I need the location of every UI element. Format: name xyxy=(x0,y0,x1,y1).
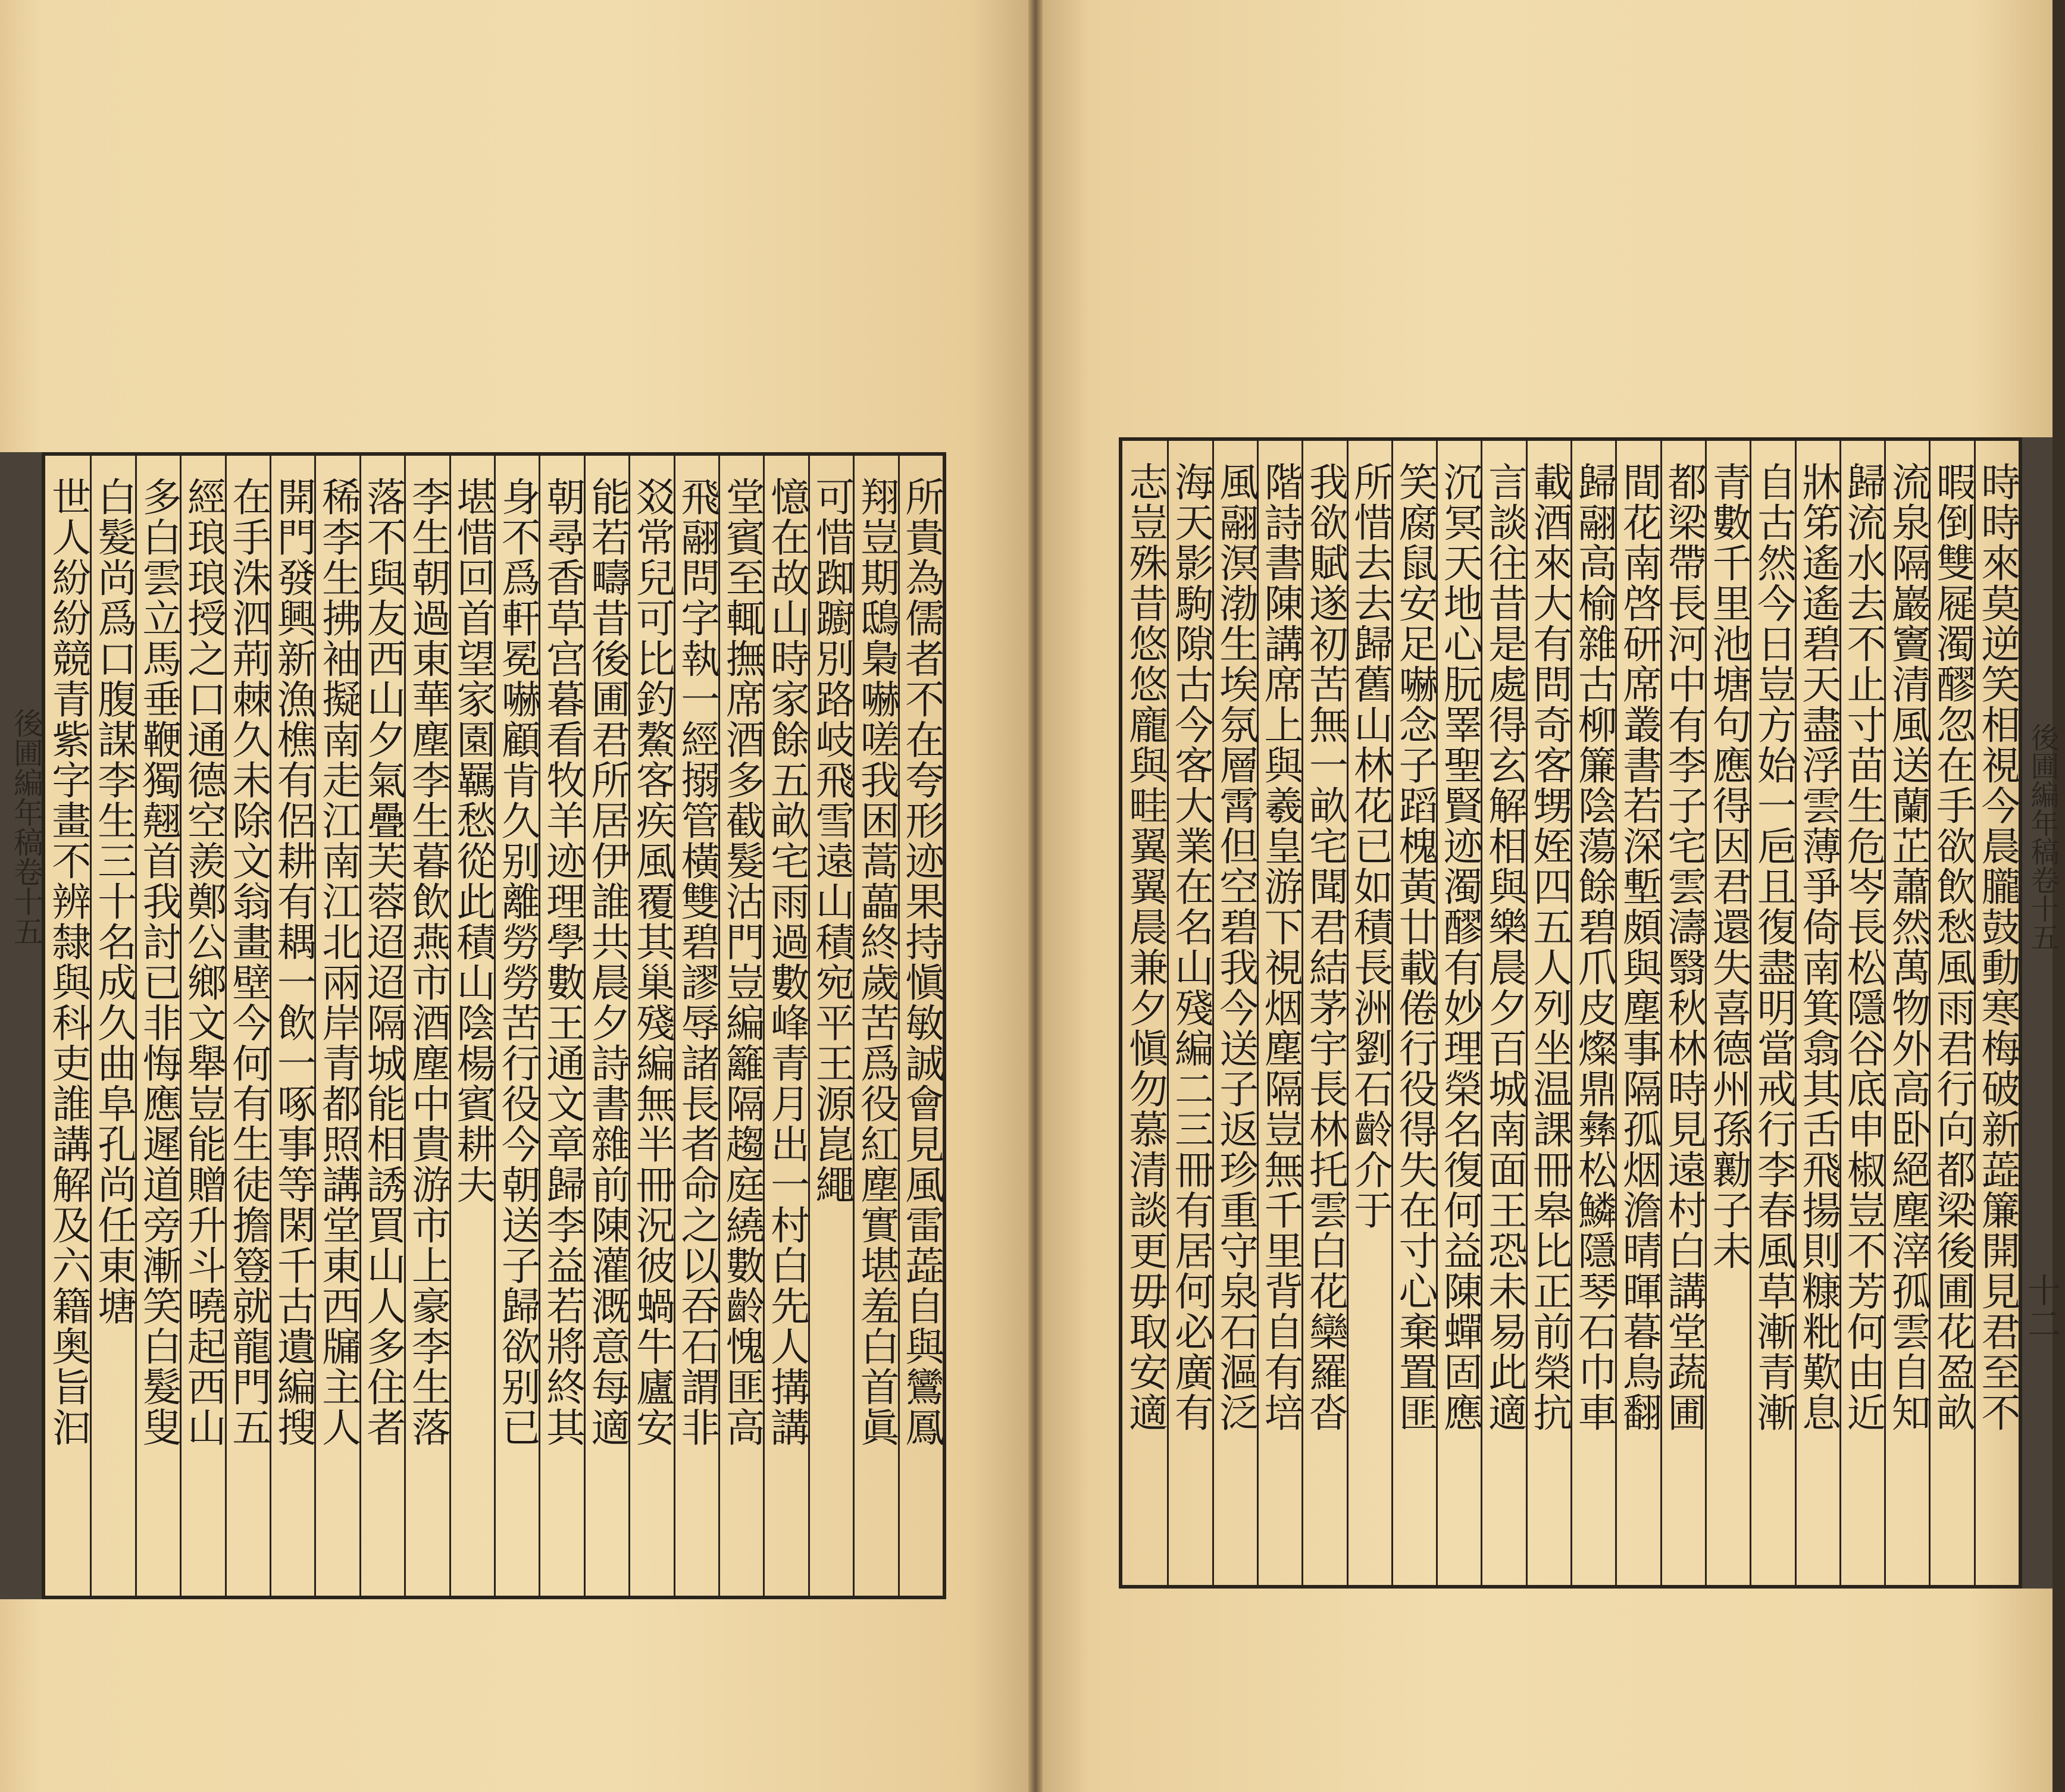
column-text: 間花南啓研席叢書若深塹頗與塵事隔孤烟澹晴暉暮鳥翻 xyxy=(1616,462,1662,1433)
column-text: 落不與友西山夕氣疊芙蓉迢迢隔城能相誘買山人多住者 xyxy=(359,477,406,1448)
left_page-column-18 xyxy=(135,456,180,1596)
column-text: 流泉隔巖竇清風送蘭芷蕭然萬物外高卧絕塵滓孤雲自知 xyxy=(1885,462,1931,1433)
right_page-column-3 xyxy=(1884,441,1929,1585)
left_page-column-12 xyxy=(404,456,449,1596)
left_page-column-5 xyxy=(718,456,763,1596)
column-text: 憶在故山時家餘五畝宅雨過數峰青月出一村白先人搆講 xyxy=(764,477,810,1448)
column-text: 飛翮問字執一經搦管橫雙碧謬辱諸長者命之以吞石謂非 xyxy=(674,477,720,1448)
left_page-column-20 xyxy=(45,456,90,1596)
column-text: 李生朝過東華塵李生暮飲燕市酒塵中貴游市上豪李生落 xyxy=(405,477,451,1448)
left_page-column-7 xyxy=(628,456,673,1596)
column-text: 自古然今日豈方始一巵且復盡明當戒行李春風草漸青漸 xyxy=(1750,462,1797,1433)
column-text: 志豈殊昔悠悠龐與畦翼翼晨兼夕愼勿慕清談更毋取安適 xyxy=(1122,462,1168,1433)
left_page-column-10 xyxy=(494,456,539,1596)
column-text: 風翮溟渤生埃氛層霄但空碧我今送子返珍重守泉石漚泛 xyxy=(1212,462,1259,1433)
left-margin-title: 後圃編年稿卷十五 xyxy=(9,708,43,946)
right-text-frame xyxy=(1119,437,2022,1589)
right_page-column-14 xyxy=(1391,441,1436,1585)
left_page-column-16 xyxy=(225,456,270,1596)
column-text: 所惜去去歸舊山林花已如積長洲劉石齡介于 xyxy=(1347,462,1393,1230)
left_page-column-19 xyxy=(90,456,137,1596)
right_page-column-8 xyxy=(1660,441,1705,1585)
page-number: 十二 xyxy=(2022,1273,2061,1340)
column-text: 翔豈期鴟梟嚇嗟我困蒿藟終歲苦爲役紅塵實堪羞白首眞 xyxy=(853,477,900,1448)
right_page-column-17 xyxy=(1257,441,1304,1585)
right_page-column-18 xyxy=(1212,441,1257,1585)
column-text: 多白雲立馬垂鞭獨翹首我討已非悔應遲道旁漸笑白髮叟 xyxy=(135,477,182,1448)
column-text: 朝尋香草宫暮看牧羊迹理學數王通文章歸李益若將終其 xyxy=(539,477,586,1448)
column-text: 世人紛紛競青紫字畫不辨隸與科吏誰講解及六籍奥旨汩 xyxy=(45,477,91,1448)
right_page-column-7 xyxy=(1705,441,1750,1585)
column-text: 能若疇昔後圃君所居伊誰共晨夕詩書雜前陳灌溉意每適 xyxy=(584,477,630,1448)
left_page-column-15 xyxy=(270,456,317,1596)
column-text: 經琅琅授之口通德空羨鄭公鄉文舉豈能贈升斗曉起西山 xyxy=(180,477,227,1448)
left_page-column-1 xyxy=(898,456,943,1596)
right_page-column-12 xyxy=(1481,441,1528,1585)
column-text: 開門發興新漁樵有侶耕有耦一飲一啄事等閑千古遺編搜 xyxy=(270,477,317,1448)
left_page-column-4 xyxy=(763,456,808,1596)
right-page-edge-block xyxy=(2022,437,2053,1589)
right_page-column-4 xyxy=(1839,441,1884,1585)
column-text: 歸流水去不止寸苗生危岑長松隱谷底申椒豈不芳何由近 xyxy=(1839,462,1886,1433)
right_page-column-2 xyxy=(1929,441,1976,1585)
column-text: 都梁帶長河中有李子宅雲濤翳秋林時見遠村白講堂蔬圃 xyxy=(1660,462,1707,1433)
column-text: 沉冥天地心朊睪聖賢迹濁醪有妙理榮名復何益陳蟬固應 xyxy=(1437,462,1483,1433)
right_page-column-1 xyxy=(1974,441,2019,1585)
right_page-column-5 xyxy=(1795,441,1839,1585)
column-text: 在手洙泗荊棘久未除文翁畫壁今何有生徒擔簦就龍門五 xyxy=(225,477,271,1448)
left-page-edge-block xyxy=(0,452,42,1599)
right_page-column-6 xyxy=(1750,441,1797,1585)
left_page-column-13 xyxy=(359,456,404,1596)
column-text: 階詩書陳講席上與羲皇游下視烟塵隔豈無千里背自有培 xyxy=(1257,462,1304,1433)
right_page-column-13 xyxy=(1436,441,1481,1585)
column-text: 言談往昔是處得玄解相與樂晨夕百城南面王恐未易此適 xyxy=(1481,462,1528,1433)
column-text: 暇倒雙屣濁醪忽在手欲飲愁風雨君行向都梁後圃花盈畝 xyxy=(1929,462,1976,1433)
column-text: 海天影駒隙古今客大業在名山殘編二三冊有居何必廣有 xyxy=(1168,462,1214,1433)
left_page-column-8 xyxy=(584,456,628,1596)
right_page-column-15 xyxy=(1347,441,1391,1585)
column-text: 白髮尚爲口腹謀李生三十名成久曲阜孔尚任東塘 xyxy=(90,477,137,1326)
column-text: 牀笫遙遙碧天盡浮雲薄爭倚南箕翕其舌飛揚則糠粃歎息 xyxy=(1795,462,1841,1433)
right-margin-title: 後圃編年稿卷十五 xyxy=(2026,723,2059,951)
column-text: 堂賓至輒撫席酒多截髮沽門豈編籬隔趨庭繞數齡愧匪高 xyxy=(719,477,765,1448)
column-text: 時時來莫逆笑相視今晨朧鼓動寒梅破新蕋簾開見君至不 xyxy=(1974,462,2020,1433)
column-text: 載酒來大有問奇客甥姪四五人列坐温課冊皋比正前榮抗 xyxy=(1526,462,1572,1433)
column-text: 可惜踟躕別路岐飛雪遠山積宛平王源崑繩 xyxy=(808,477,855,1205)
column-text: 堪惜回首望家園羈愁從此積山陰楊賓耕夫 xyxy=(449,477,496,1205)
column-text: 我欲賦遂初苦無一畝宅聞君結茅宇長林托雲白花欒羅沓 xyxy=(1302,462,1348,1433)
left_page-column-9 xyxy=(539,456,586,1596)
right_page-column-9 xyxy=(1615,441,1660,1585)
right_page-column-19 xyxy=(1167,441,1212,1585)
left_page-column-6 xyxy=(674,456,718,1596)
left-text-frame xyxy=(42,452,946,1599)
right_page-column-16 xyxy=(1301,441,1346,1585)
book-gutter xyxy=(1028,0,1043,1792)
column-text: 㸚常兒可比釣鰲客疾風覆其巢殘編無半冊況彼蝸牛廬安 xyxy=(629,477,675,1448)
column-text: 歸翮高榆雜古柳簾陰蕩餘碧爪皮燦鼎彝松鱗隱琴石巾車 xyxy=(1571,462,1617,1433)
column-text: 稀李生拂袖擬南走江南江北兩岸青都照講堂東西牖主人 xyxy=(315,477,361,1448)
left_page-column-17 xyxy=(180,456,227,1596)
column-text: 青數千里池塘句應得因君還失喜德州孫勷子未 xyxy=(1706,462,1752,1271)
left_page-column-14 xyxy=(314,456,359,1596)
column-text: 笑腐鼠安足嚇念子蹈槐黃廿載倦行役得失在寸心棄置匪 xyxy=(1391,462,1438,1433)
column-text: 所貴為儒者不在夸形迹果持愼敏誠會見風雷蕋自與鸞鳳 xyxy=(898,477,944,1448)
right_page-column-20 xyxy=(1122,441,1167,1585)
left_page-column-11 xyxy=(449,456,494,1596)
right_page-column-10 xyxy=(1570,441,1615,1585)
right_page-column-11 xyxy=(1526,441,1570,1585)
left_page-column-2 xyxy=(853,456,900,1596)
left_page-column-3 xyxy=(808,456,853,1596)
column-text: 身不爲軒冕嚇顧肯久别離勞勞苦行役今朝送子歸欲别已 xyxy=(495,477,541,1448)
